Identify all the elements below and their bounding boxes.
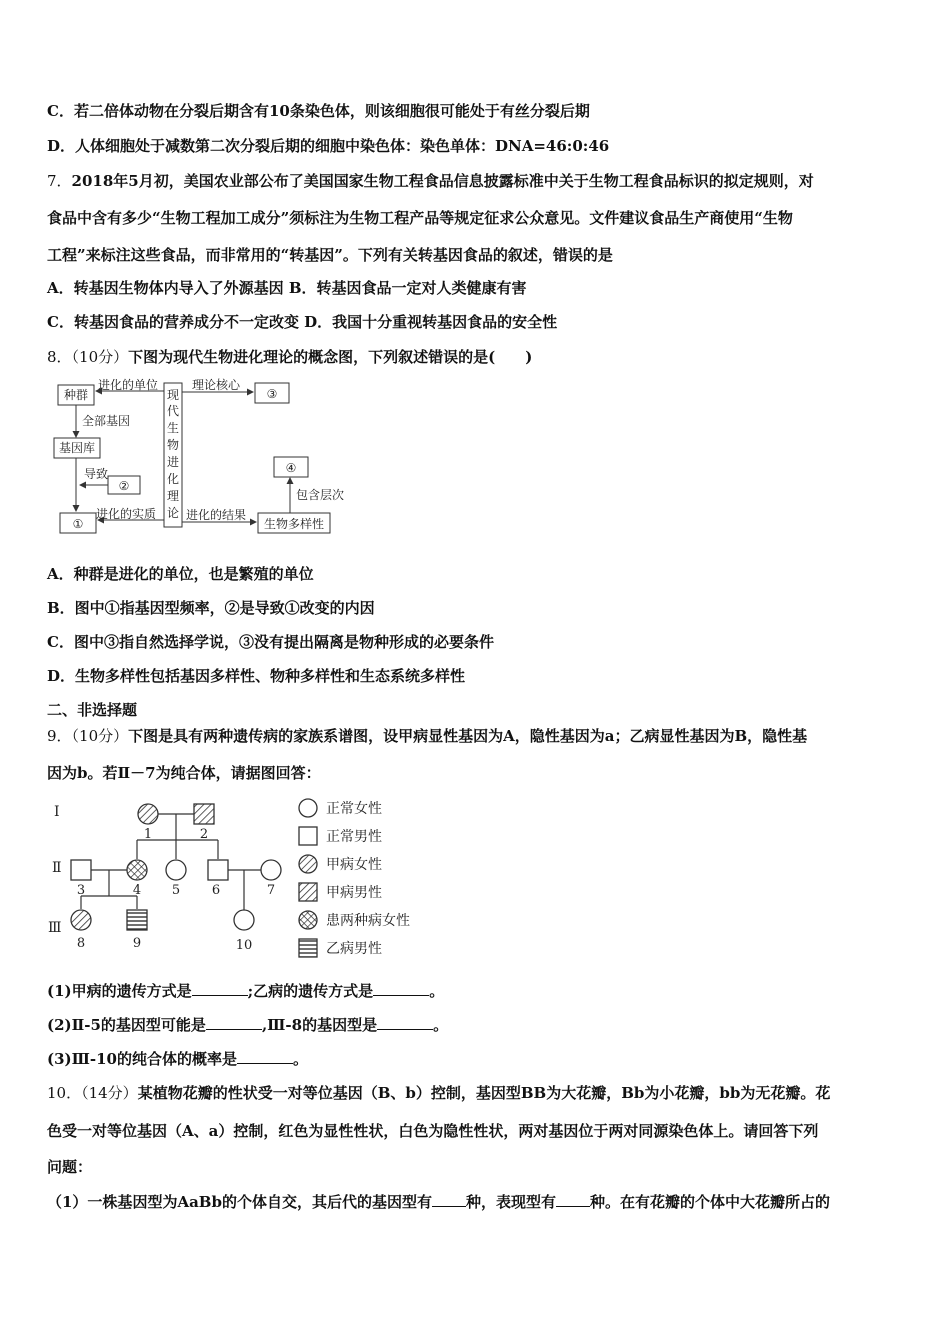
q9-sub2-blank-2[interactable]	[377, 1015, 433, 1030]
q9-sub3-blank-1[interactable]	[237, 1049, 293, 1064]
includes-levels-label: 包含层次	[296, 488, 345, 502]
q8-number: 8．（10分）	[47, 348, 129, 366]
q9-stem-line2: 因为b。若Ⅱ－7为纯合体，请据图回答：	[47, 764, 321, 782]
individual-III-9	[127, 910, 147, 930]
gene-pool-label: 基因库	[58, 441, 96, 455]
theory-char-8: 论	[166, 506, 180, 520]
box-1-label: ①	[72, 517, 84, 531]
generation-1-label: Ⅰ	[54, 804, 60, 820]
label-6: 6	[211, 883, 221, 898]
q6-option-c: C．若二倍体动物在分裂后期含有10条染色体，则该细胞很可能处于有丝分裂后期	[47, 102, 590, 120]
generation-3-label: Ⅲ	[48, 920, 62, 936]
legend-normal-male-symbol	[299, 827, 317, 845]
legend-both-female-label: 患两种病女性	[326, 913, 410, 929]
q9-number: 9．（10分）	[47, 727, 129, 745]
q10-sub1-blank-1[interactable]	[432, 1192, 466, 1207]
theory-char-2: 代	[166, 404, 180, 418]
q10-stem-line2: 色受一对等位基因（A、a）控制，红色为显性性状，白色为隐性性状，两对基因位于两对同源染色体上。请回答下列	[47, 1122, 819, 1140]
q8-option-d: D．生物多样性包括基因多样性、物种多样性和生态系统多样性	[47, 667, 466, 685]
theory-core-label: 理论核心	[192, 378, 241, 392]
q8-text: 下图为现代生物进化理论的概念图，下列叙述错误的是( )	[128, 348, 533, 366]
unit-of-evolution-label: 进化的单位	[98, 378, 159, 392]
label-10: 10	[235, 938, 253, 953]
q9-sub2-period: 。	[433, 1016, 449, 1034]
label-1: 1	[143, 827, 153, 842]
q10-stem-line1	[47, 1083, 830, 1103]
generation-2-label: Ⅱ	[52, 860, 62, 876]
pedigree-chart	[46, 792, 446, 964]
q8-stem	[47, 347, 532, 367]
q10-sub1-blank-2[interactable]	[556, 1192, 590, 1207]
box-3-label: ③	[266, 387, 278, 401]
population-label: 种群	[63, 388, 89, 402]
q9-sub2-blank-1[interactable]	[206, 1015, 262, 1030]
evolution-concept-map	[50, 377, 370, 537]
legend-jia-male-label: 甲病男性	[326, 885, 382, 901]
label-9: 9	[132, 936, 142, 951]
legend-jia-female-label: 甲病女性	[326, 857, 382, 873]
legend-yi-male-label: 乙病男性	[326, 941, 382, 957]
q10-stem-line3: 问题：	[47, 1158, 93, 1176]
individual-II-5	[166, 860, 186, 880]
individual-II-6	[208, 860, 228, 880]
q9-text-1: 下图是具有两种遗传病的家族系谱图，设甲病显性基因为A，隐性基因为a；乙病显性基因为B，隐性基	[128, 727, 808, 745]
q10-sub1-text-c: 种。在有花瓣的个体中大花瓣所占的	[589, 1193, 830, 1211]
legend-jia-male-symbol	[299, 883, 317, 901]
q10-sub1	[47, 1192, 830, 1212]
legend-normal-female-symbol	[299, 799, 317, 817]
q9-sub1-text-a: (1)甲病的遗传方式是	[47, 982, 192, 1000]
q7-options-ab: A．转基因生物体内导入了外源基因 B．转基因食品一定对人类健康有害	[47, 279, 527, 297]
individual-II-4	[127, 860, 147, 880]
individual-III-8	[71, 910, 91, 930]
q9-sub1-blank-1[interactable]	[192, 981, 248, 996]
q7-number: 7．	[47, 172, 72, 190]
q9-sub2-text-b: ,Ⅲ-8的基因型是	[261, 1016, 378, 1034]
q7-stem-line1	[47, 171, 814, 191]
legend-yi-male-symbol	[299, 939, 317, 957]
q10-number: 10．（14分）	[47, 1084, 138, 1102]
theory-char-7: 理	[166, 489, 180, 503]
individual-I-2	[194, 804, 214, 824]
q7-stem-line3: 工程”来标注这些食品，而非常用的“转基因”。下列有关转基因食品的叙述，错误的是	[47, 246, 613, 264]
individual-II-7	[261, 860, 281, 880]
q10-text-1: 某植物花瓣的性状受一对等位基因（B、b）控制，基因型BB为大花瓣，Bb为小花瓣，bb为无花瓣。花	[137, 1084, 831, 1102]
theory-char-6: 化	[166, 472, 180, 486]
leads-to-label: 导致	[84, 467, 109, 481]
q10-sub1-text-b: 种，表现型有	[465, 1193, 556, 1211]
individual-III-10	[234, 910, 254, 930]
theory-char-3: 生	[166, 421, 180, 435]
q9-sub1-period: 。	[429, 982, 445, 1000]
q7-stem-line2: 食品中含有多少“生物工程加工成分”须标注为生物工程产品等规定征求公众意见。文件建议食品生产商使用“生物	[47, 209, 793, 227]
box-2-label: ②	[118, 479, 130, 493]
all-genes-label: 全部基因	[82, 414, 131, 428]
q9-sub3-text-a: (3)Ⅲ-10的纯合体的概率是	[47, 1050, 237, 1068]
label-7: 7	[266, 883, 276, 898]
result-label: 进化的结果	[186, 508, 247, 522]
q9-sub2-text-a: (2)Ⅱ-5的基因型可能是	[47, 1016, 206, 1034]
legend-jia-female-symbol	[299, 855, 317, 873]
label-4: 4	[132, 883, 142, 898]
q8-option-a: A．种群是进化的单位，也是繁殖的单位	[47, 565, 314, 583]
essence-label: 进化的实质	[96, 507, 157, 521]
q9-sub3-period: 。	[293, 1050, 309, 1068]
q7-options-cd: C．转基因食品的营养成分不一定改变 D．我国十分重视转基因食品的安全性	[47, 313, 558, 331]
legend-normal-female-label: 正常女性	[326, 801, 382, 817]
theory-char-5: 进	[166, 455, 180, 469]
label-8: 8	[76, 936, 86, 951]
theory-char-1: 现	[166, 388, 180, 402]
q6-option-d: D．人体细胞处于减数第二次分裂后期的细胞中染色体：染色单体：DNA=46:0:46	[47, 137, 610, 155]
q9-sub1	[47, 981, 444, 1001]
label-2: 2	[199, 827, 209, 842]
q10-sub1-text-a: （1）一株基因型为AaBb的个体自交，其后代的基因型有	[47, 1193, 432, 1211]
q9-sub1-text-b: ;乙病的遗传方式是	[247, 982, 374, 1000]
legend-normal-male-label: 正常男性	[326, 829, 382, 845]
individual-II-3	[71, 860, 91, 880]
theory-char-4: 物	[166, 438, 180, 452]
q7-text-1: 2018年5月初，美国农业部公布了美国国家生物工程食品信息披露标准中关于生物工程食品标识的拟定规则，对	[71, 172, 814, 190]
label-3: 3	[76, 883, 86, 898]
box-4-label: ④	[285, 461, 297, 475]
legend-both-female-symbol	[299, 911, 317, 929]
individual-I-1	[138, 804, 158, 824]
q9-sub1-blank-2[interactable]	[373, 981, 429, 996]
q9-stem-line1	[47, 726, 807, 746]
label-5: 5	[171, 883, 181, 898]
q8-option-b: B．图中①指基因型频率，②是导致①改变的内因	[47, 599, 375, 617]
q8-option-c: C．图中③指自然选择学说，③没有提出隔离是物种形成的必要条件	[47, 633, 494, 651]
q9-sub2	[47, 1015, 448, 1035]
biodiversity-label: 生物多样性	[263, 517, 325, 531]
section-heading: 二、非选择题	[47, 701, 138, 719]
q9-sub3	[47, 1049, 308, 1069]
